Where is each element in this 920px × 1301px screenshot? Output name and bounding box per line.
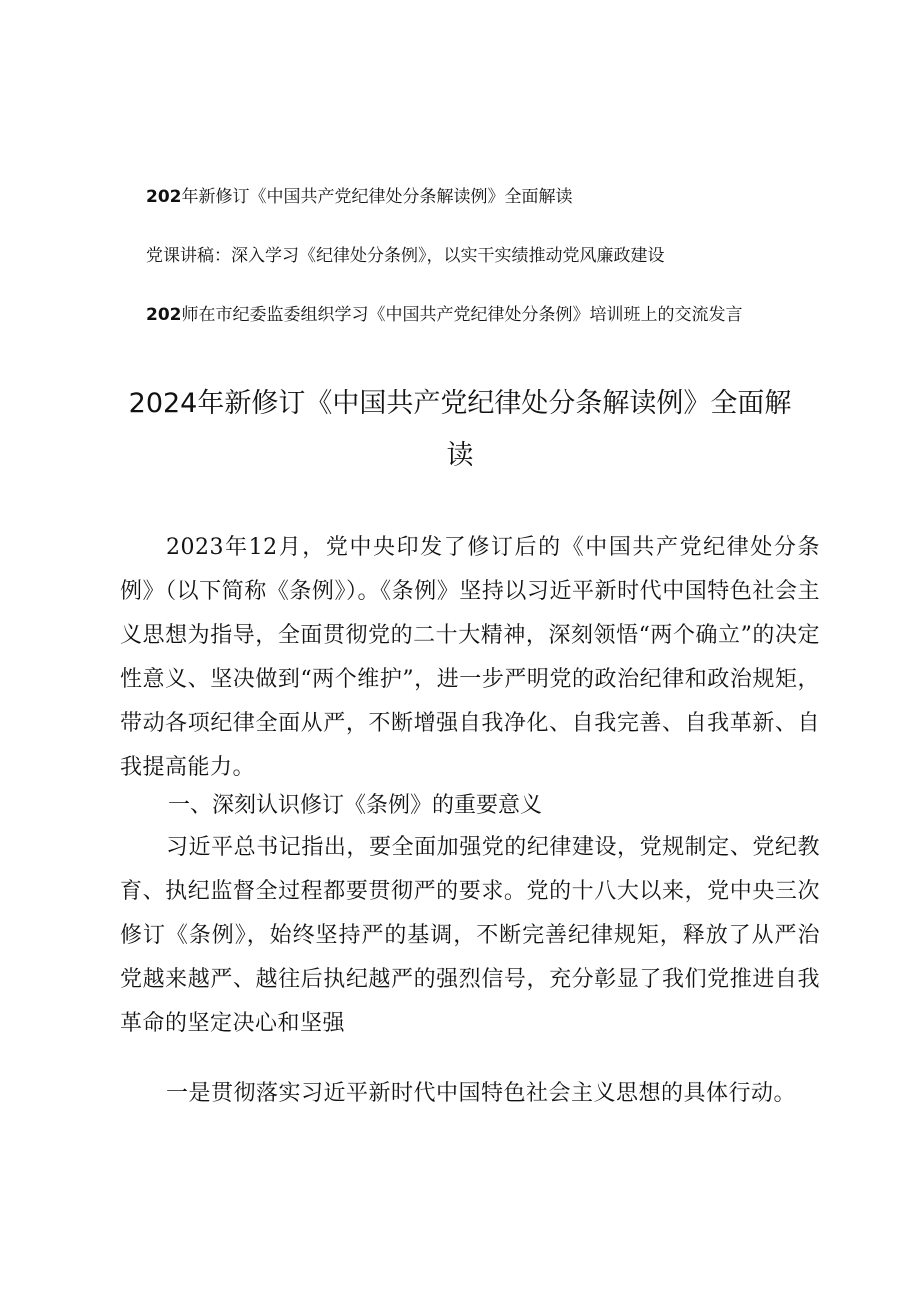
toc-item-3[interactable]: 202师在市纪委监委组织学习《中国共产党纪律处分条例》培训班上的交流发言 bbox=[146, 305, 743, 325]
document-title bbox=[120, 378, 800, 482]
paragraph-intro: 2023年12月，党中央印发了修订后的《中国共产党纪律处分条例》（以下简称《条例》）。《条例》坚持以习近平新时代中国特色社会主义思想为指导，全面贯彻党的二十大精神，深刻领悟“两个确立”的决定性意义、坚决做到“两个维护”，进一步严明党的政治纪律和政治规矩，带动各项纪律全面从严，不断增强自我净化、自我完善、自我革新、自我提高能力。 bbox=[120, 535, 820, 780]
toc-item-1[interactable]: 202年新修订《中国共产党纪律处分条解读例》全面解读 bbox=[146, 187, 573, 207]
title-line-1: 2024年新修订《中国共产党纪律处分条解读例》全面解 bbox=[128, 388, 792, 419]
title-line-2: 读 bbox=[446, 440, 474, 471]
paragraph-point-one: 一是贯彻落实习近平新时代中国特色社会主义思想的具体行动。 bbox=[166, 1081, 797, 1106]
toc-item-2[interactable]: 党课讲稿：深入学习《纪律处分条例》，以实干实绩推动党风廉政建设 bbox=[146, 246, 665, 266]
section-heading-1: 一、深刻认识修订《条例》的重要意义 bbox=[168, 793, 543, 818]
table-of-contents bbox=[146, 183, 846, 360]
paragraph-significance: 习近平总书记指出，要全面加强党的纪律建设，党规制定、党纪教育、执纪监督全过程都要贯彻严的要求。党的十八大以来，党中央三次修订《条例》，始终坚持严的基调，不断完善纪律规矩，释放了从严治党越来越严、越往后执纪越严的强烈信号，充分彰显了我们党推进自我革命的坚定决心和坚强 bbox=[120, 835, 820, 1036]
